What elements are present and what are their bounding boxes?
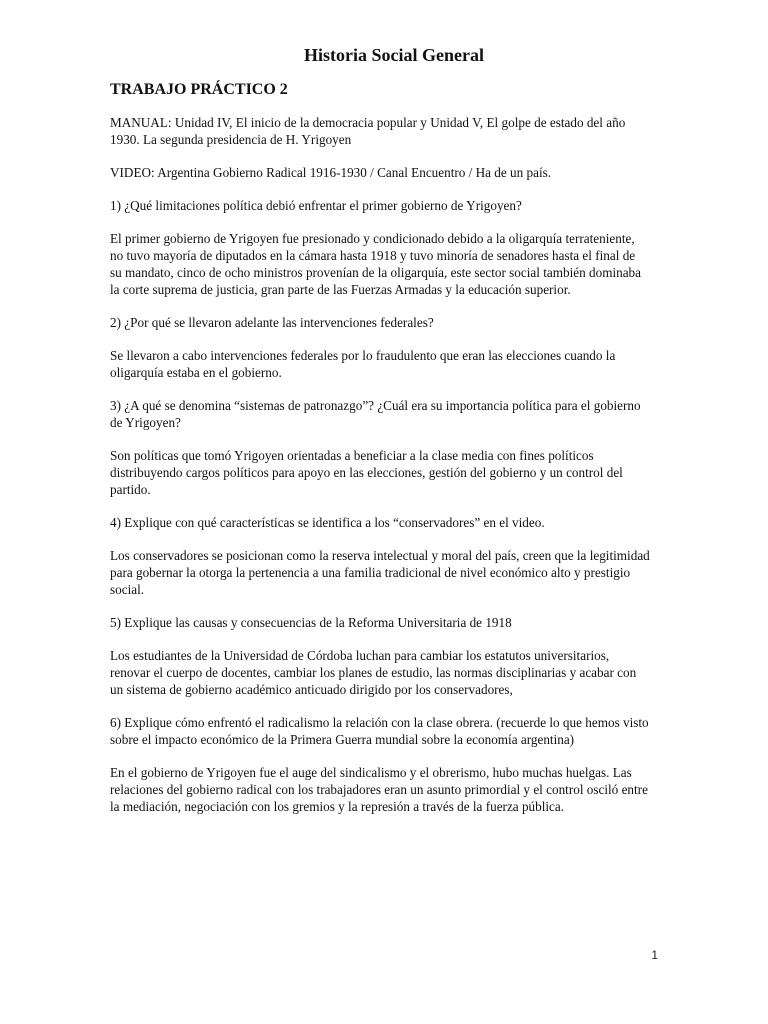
answer-2: Se llevaron a cabo intervenciones federales por lo fraudulento que eran las elecciones cuando la oligarquía estaba en el gobierno. xyxy=(110,348,616,380)
question-4: 4) Explique con qué características se identifica a los “conservadores” en el video. xyxy=(110,515,545,530)
answer-1: El primer gobierno de Yrigoyen fue presionado y condicionado debido a la oligarquía terrateniente, no tuvo mayoría de diputados en la cámara hasta 1918 y tuvo minoría de senadores hasta el final de su mandato, cinco de ocho ministros provenían de la oligarquía, este sector social también dominaba la corte suprema de justicia, gran parte de las Fuerzas Armadas y la educación superior. xyxy=(110,231,642,297)
question-2: 2) ¿Por qué se llevaron adelante las intervenciones federales? xyxy=(110,315,434,330)
document-title: Historia Social General xyxy=(304,45,484,65)
page-number: 1 xyxy=(651,948,658,962)
question-6: 6) Explique cómo enfrentó el radicalismo la relación con la clase obrera. (recuerde lo que hemos visto sobre el impacto económico de la Primera Guerra mundial sobre la economía argentina) xyxy=(110,715,649,747)
question-3: 3) ¿A qué se denomina “sistemas de patronazgo”? ¿Cuál era su importancia política para el gobierno de Yrigoyen? xyxy=(110,398,641,430)
document-subtitle: TRABAJO PRÁCTICO 2 xyxy=(110,81,288,98)
answer-6: En el gobierno de Yrigoyen fue el auge del sindicalismo y el obrerismo, hubo muchas huelgas. Las relaciones del gobierno radical con los trabajadores eran un asunto primordial y el control osciló entre la mediación, negociación con los gremios y la represión a través de la fuerza pública. xyxy=(110,765,648,814)
question-5: 5) Explique las causas y consecuencias de la Reforma Universitaria de 1918 xyxy=(110,615,512,630)
answer-5: Los estudiantes de la Universidad de Córdoba luchan para cambiar los estatutos universitarios, renovar el cuerpo de docentes, cambiar los planes de estudio, las normas disciplinarias y acabar con un sistema de gobierno académico anticuado dirigido por los conservadores, xyxy=(110,648,637,697)
video-reference: VIDEO: Argentina Gobierno Radical 1916-1930 / Canal Encuentro / Ha de un país. xyxy=(110,165,552,180)
manual-reference: MANUAL: Unidad IV, El inicio de la democracia popular y Unidad V, El golpe de estado del año 1930. La segunda presidencia de H. Yrigoyen xyxy=(110,115,626,147)
document-body xyxy=(110,80,650,831)
answer-4: Los conservadores se posicionan como la reserva intelectual y moral del país, creen que la legitimidad para gobernar la otorga la pertenencia a una familia tradicional de nivel económico alto y prestigio social. xyxy=(110,548,650,597)
question-1: 1) ¿Qué limitaciones política debió enfrentar el primer gobierno de Yrigoyen? xyxy=(110,198,522,213)
answer-3: Son políticas que tomó Yrigoyen orientadas a beneficiar a la clase media con fines políticos distribuyendo cargos políticos para apoyo en las elecciones, gestión del gobierno y un control del partido. xyxy=(110,448,623,497)
